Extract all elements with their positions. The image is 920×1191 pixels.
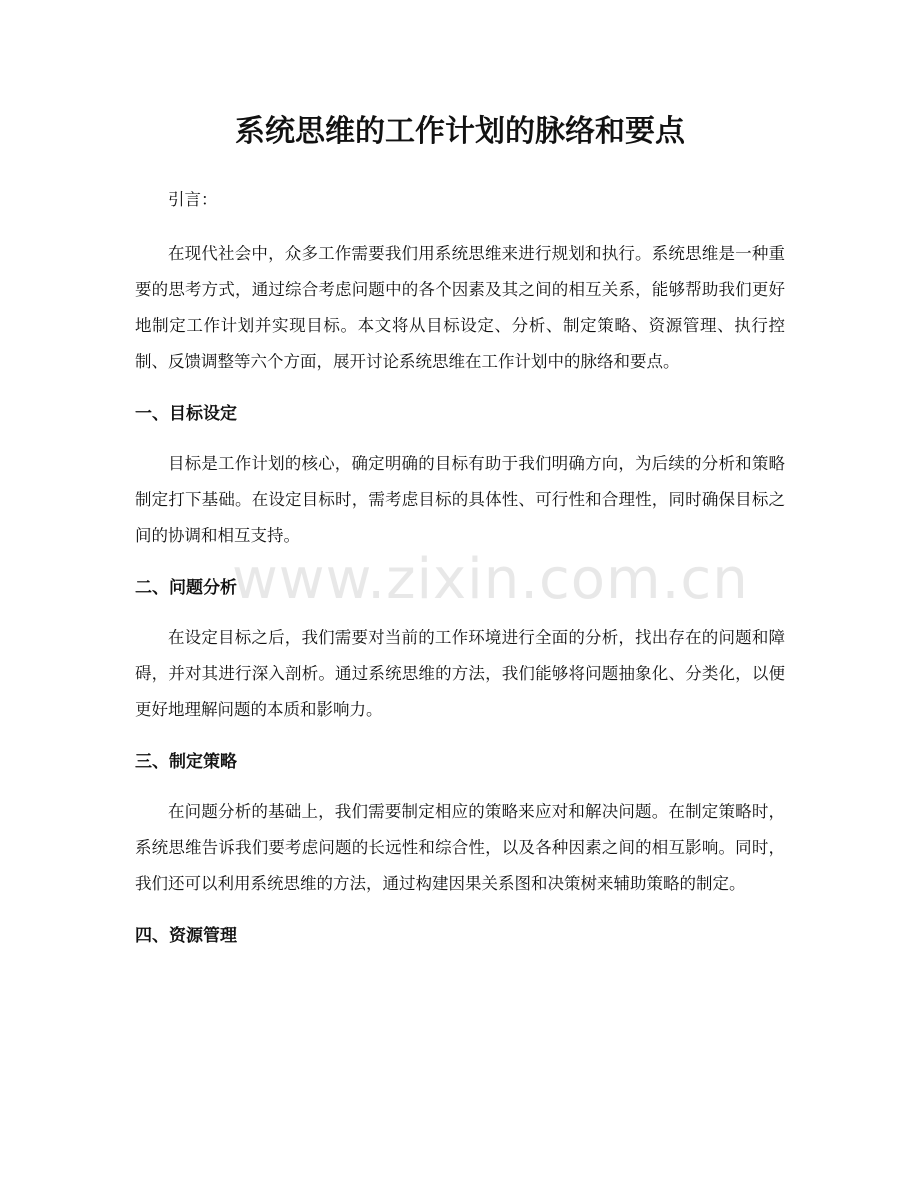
section-heading-resource-management: 四、资源管理 [135, 926, 237, 946]
intro-label: 引言： [168, 190, 218, 209]
document-body [135, 182, 785, 954]
intro-paragraph: 在现代社会中，众多工作需要我们用系统思维来进行规划和执行。系统思维是一种重要的思考方式，通过综合考虑问题中的各个因素及其之间的相互关系，能够帮助我们更好地制定工作计划并实现目标。本文将从目标设定、分析、制定策略、资源管理、执行控制、反馈调整等六个方面，展开讨论系统思维在工作计划中的脉络和要点。 [135, 244, 785, 371]
section-heading-strategy: 三、制定策略 [135, 752, 237, 772]
watermark-text: www.zixin.com.cn [232, 547, 749, 612]
section-heading-problem-analysis: 二、问题分析 [135, 578, 237, 598]
document-title: 系统思维的工作计划的脉络和要点 [235, 114, 685, 149]
section-heading-goal-setting: 一、目标设定 [135, 404, 237, 424]
section-body-problem-analysis: 在设定目标之后，我们需要对当前的工作环境进行全面的分析，找出存在的问题和障碍，并对其进行深入剖析。通过系统思维的方法，我们能够将问题抽象化、分类化，以便更好地理解问题的本质和影响力。 [135, 628, 785, 719]
section-body-goal-setting: 目标是工作计划的核心，确定明确的目标有助于我们明确方向，为后续的分析和策略制定打下基础。在设定目标时，需考虑目标的具体性、可行性和合理性，同时确保目标之间的协调和相互支持。 [135, 454, 785, 545]
section-body-strategy: 在问题分析的基础上，我们需要制定相应的策略来应对和解决问题。在制定策略时，系统思维告诉我们要考虑问题的长远性和综合性，以及各种因素之间的相互影响。同时，我们还可以利用系统思维的方法，通过构建因果关系图和决策树来辅助策略的制定。 [135, 802, 785, 893]
